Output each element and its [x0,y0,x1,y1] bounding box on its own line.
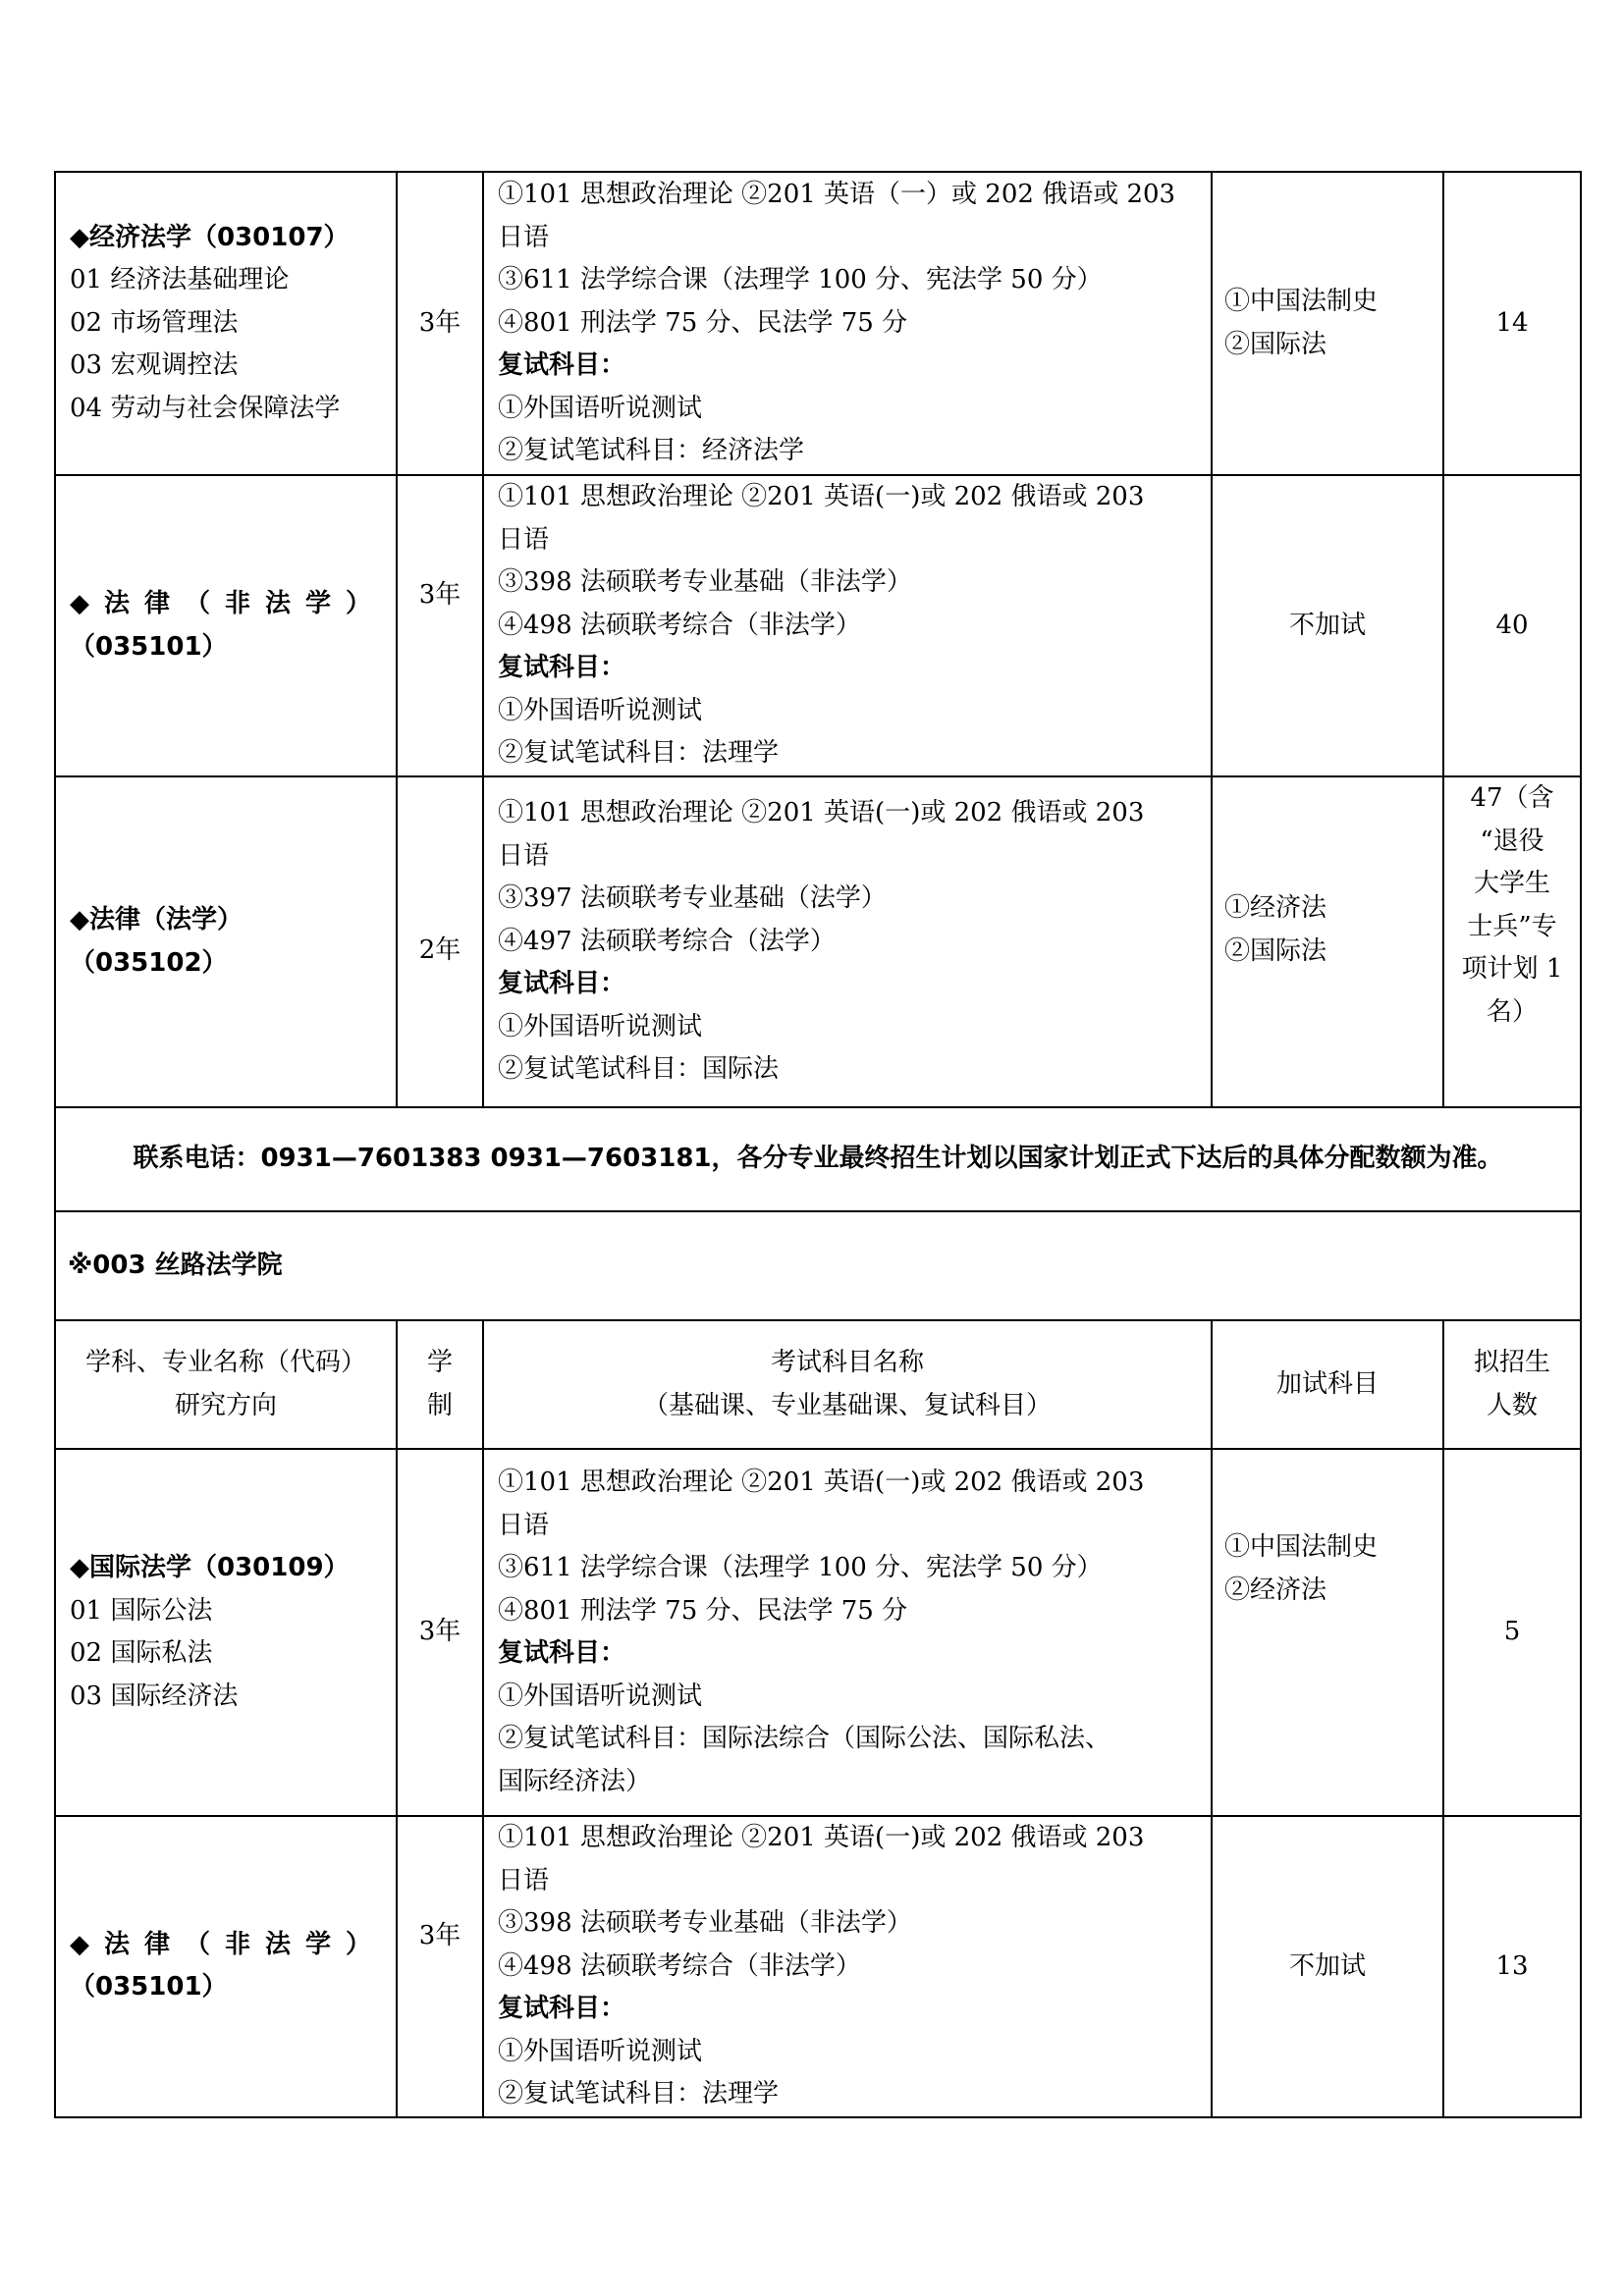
exam-line: ④801 刑法学 75 分、民法学 75 分 [498,1595,908,1626]
extra-exam-cell: 不加试 [1212,1816,1443,2117]
retest-line: ①外国语听说测试 [498,2036,703,2066]
exam-line: 日语 [498,840,550,871]
section-row [55,1211,1581,1320]
retest-line: 国际经济法） [498,1766,652,1796]
major-cell [55,776,397,1107]
quota-cell: 14 [1443,172,1581,475]
direction-item: 03 宏观调控法 [70,350,239,381]
duration-cell: 3年 [397,475,483,776]
header-direction-label: 研究方向 [174,1390,277,1420]
header-extra: 加试科目 [1212,1320,1443,1449]
table-row [55,776,1581,1107]
retest-title: 复试科目： [498,653,626,683]
exam-line: ③611 法学综合课（法理学 100 分、宪法学 50 分） [498,1553,1103,1582]
retest-line: ②复试笔试科目：经济法学 [498,436,805,466]
retest-line: ①外国语听说测试 [498,695,703,725]
exam-line: ①101 思想政治理论 ②201 英语(一)或 202 俄语或 203 [498,1468,1145,1497]
header-quota [1443,1320,1581,1449]
exam-line: 日语 [498,222,550,252]
exam-line: ①101 思想政治理论 ②201 英语(一)或 202 俄语或 203 [498,482,1145,512]
extra-exam-cell [1212,172,1443,475]
header-duration-label-2: 制 [426,1390,453,1420]
exam-cell [483,776,1212,1107]
exam-cell [483,475,1212,776]
quota-line: 名） [1486,996,1538,1027]
extra-exam-item: ①经济法 [1224,893,1327,923]
exam-line: ①101 思想政治理论 ②201 英语（一）或 202 俄语或 203 [498,180,1176,210]
retest-title: 复试科目： [498,1994,626,2023]
exam-line: 日语 [498,1865,550,1896]
direction-item: 03 国际经济法 [70,1681,239,1711]
admissions-table [54,171,1582,2118]
contact-info: 联系电话：0931—7601383 0931—7603181，各分专业最终招生计划以国家计划正式下达后的具体分配数额为准。 [55,1107,1581,1211]
exam-line: ③611 法学综合课（法理学 100 分、宪法学 50 分） [498,265,1103,295]
major-cell [55,1816,397,2117]
header-major [55,1320,397,1449]
extra-exam-cell [1212,1449,1443,1816]
exam-cell [483,172,1212,475]
retest-line: ①外国语听说测试 [498,1681,703,1711]
major-code: （035101） [70,631,228,662]
retest-title: 复试科目： [498,1638,626,1668]
table-row [55,475,1581,776]
major-name: ◆经济法学（030107） [70,222,350,252]
header-row [55,1320,1581,1449]
exam-line: 日语 [498,1510,550,1540]
extra-exam-item: ②国际法 [1224,935,1327,966]
quota-cell: 5 [1443,1449,1581,1816]
header-duration [397,1320,483,1449]
exam-line: ①101 思想政治理论 ②201 英语(一)或 202 俄语或 203 [498,798,1145,828]
exam-line: ④498 法硕联考综合（非法学） [498,610,861,640]
contact-row [55,1107,1581,1211]
section-title: ※003 丝路法学院 [55,1211,1581,1320]
major-name: ◆法律（非法学） [70,589,386,618]
quota-cell [1443,776,1581,1107]
retest-title: 复试科目： [498,969,626,999]
header-exam-sublabel: （基础课、专业基础课、复试科目） [642,1390,1052,1420]
major-code: （035102） [70,947,228,978]
extra-exam-cell: 不加试 [1212,475,1443,776]
header-exam [483,1320,1212,1449]
direction-item: 02 市场管理法 [70,307,239,338]
extra-exam-item: ②经济法 [1224,1575,1327,1605]
exam-line: ③398 法硕联考专业基础（非法学） [498,567,912,598]
quota-line: 大学生 [1473,869,1550,898]
quota-line: 士兵”专 [1467,911,1557,941]
header-duration-label-1: 学 [426,1348,453,1377]
quota-cell: 13 [1443,1816,1581,2117]
header-major-label: 学科、专业名称（代码） [84,1348,366,1377]
exam-line: ③397 法硕联考专业基础（法学） [498,883,887,914]
direction-item: 04 劳动与社会保障法学 [70,393,341,423]
exam-line: ④497 法硕联考综合（法学） [498,926,836,956]
retest-line: ②复试笔试科目：国际法综合（国际公法、国际私法、 [498,1724,1111,1753]
exam-cell [483,1449,1212,1816]
extra-exam-cell [1212,776,1443,1107]
table-row [55,1816,1581,2117]
quota-line: 47（含 [1470,783,1554,813]
retest-line: ②复试笔试科目：法理学 [498,2079,780,2109]
direction-item: 02 国际私法 [70,1638,213,1668]
major-name: ◆国际法学（030109） [70,1553,350,1582]
retest-title: 复试科目： [498,350,626,381]
quota-line: “退役 [1480,826,1544,856]
direction-item: 01 国际公法 [70,1595,213,1626]
duration-cell: 3年 [397,1449,483,1816]
exam-line: ④801 刑法学 75 分、民法学 75 分 [498,307,908,338]
retest-line: ②复试笔试科目：法理学 [498,738,780,769]
extra-exam-item: ②国际法 [1224,329,1327,359]
table-row [55,1449,1581,1816]
exam-line: ③398 法硕联考专业基础（非法学） [498,1908,912,1938]
quota-cell: 40 [1443,475,1581,776]
header-exam-label: 考试科目名称 [770,1348,924,1377]
retest-line: ②复试笔试科目：国际法 [498,1054,780,1085]
exam-line: ①101 思想政治理论 ②201 英语(一)或 202 俄语或 203 [498,1823,1145,1852]
exam-line: ④498 法硕联考综合（非法学） [498,1950,861,1981]
extra-exam-item: ①中国法制史 [1224,1532,1379,1562]
direction-item: 01 经济法基础理论 [70,265,290,295]
header-quota-label-2: 人数 [1486,1390,1538,1420]
duration-cell: 2年 [397,776,483,1107]
major-name: ◆法律（法学） [70,905,243,934]
extra-exam-item: ①中国法制史 [1224,287,1379,316]
major-code: （035101） [70,1972,228,2002]
retest-line: ①外国语听说测试 [498,1011,703,1041]
quota-line: 项计划 1 [1461,954,1563,984]
table-row [55,172,1581,475]
major-cell [55,475,397,776]
duration-cell: 3年 [397,1816,483,2117]
header-quota-label-1: 拟招生 [1473,1348,1550,1377]
major-cell [55,172,397,475]
retest-line: ①外国语听说测试 [498,393,703,423]
duration-cell: 3年 [397,172,483,475]
major-cell [55,1449,397,1816]
exam-line: 日语 [498,524,550,555]
exam-cell [483,1816,1212,2117]
major-name: ◆法律（非法学） [70,1929,386,1959]
